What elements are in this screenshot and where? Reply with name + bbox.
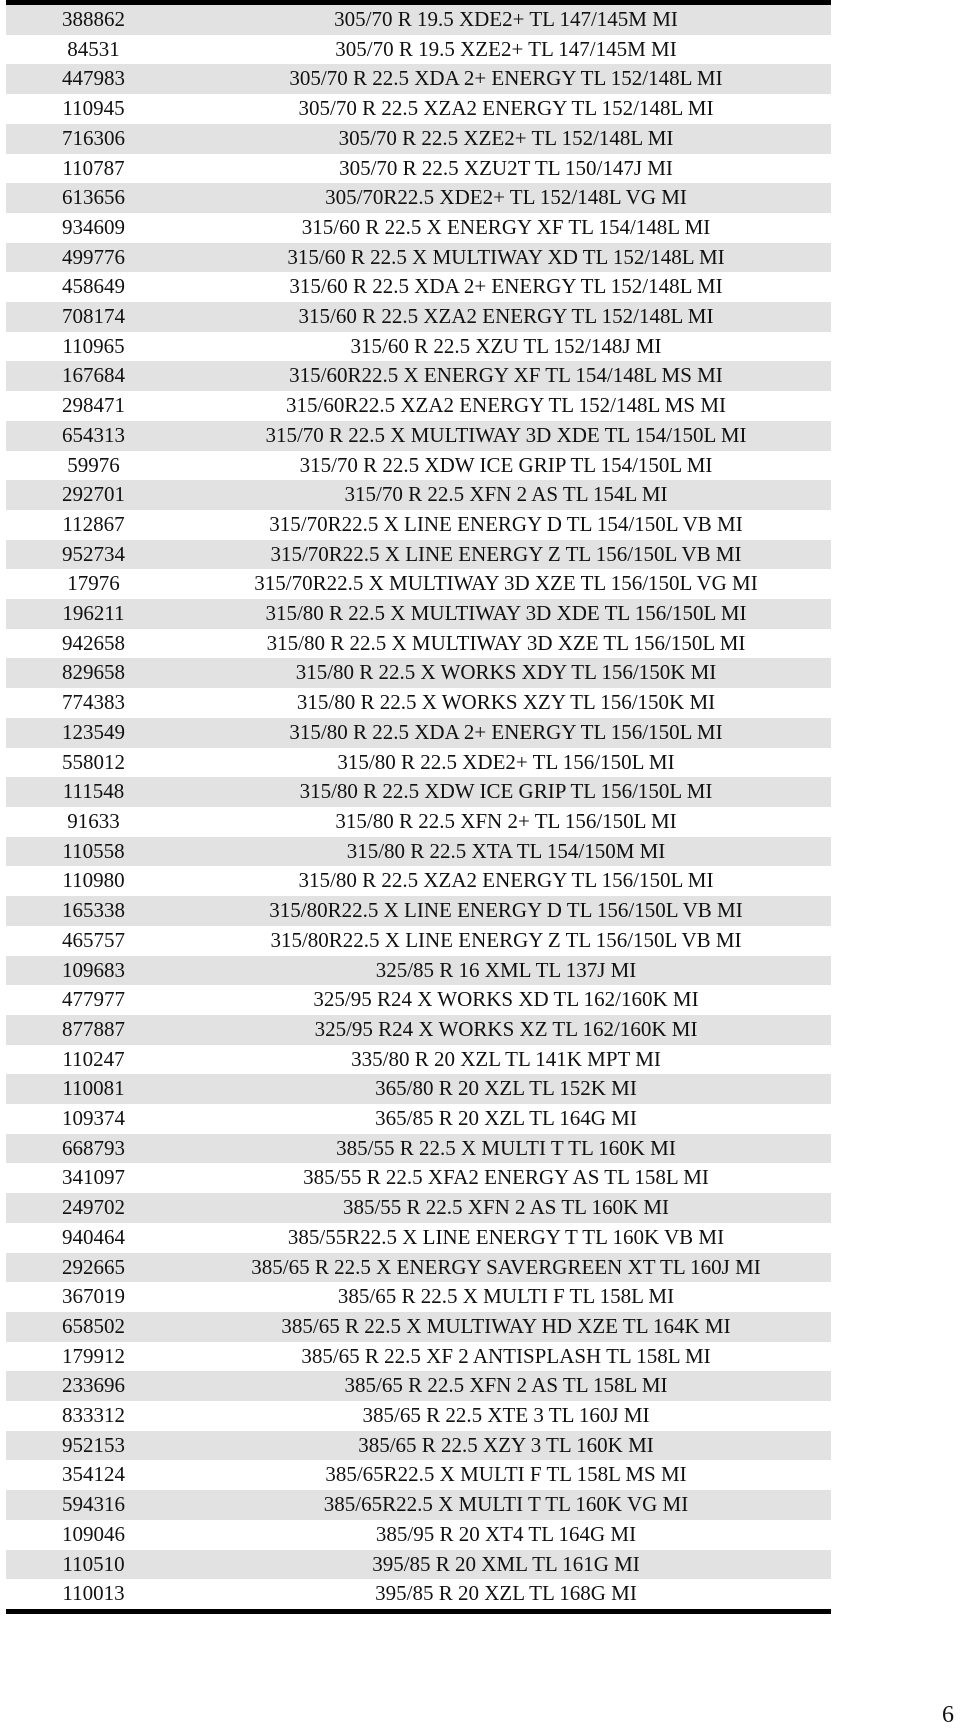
tire-description-cell: 385/95 R 20 XT4 TL 164G MI [181,1520,831,1550]
table-row [6,1520,831,1550]
product-code-cell: 110787 [6,154,181,184]
product-code-cell: 110081 [6,1074,181,1104]
product-code-cell: 17976 [6,569,181,599]
product-code-cell: 477977 [6,985,181,1015]
tire-description-cell: 385/55 R 22.5 XFN 2 AS TL 160K MI [181,1193,831,1223]
product-code-cell: 110013 [6,1579,181,1611]
tire-description-cell: 385/65 R 22.5 X ENERGY SAVERGREEN XT TL 160J MI [181,1253,831,1283]
product-code-cell: 942658 [6,629,181,659]
table-row [6,718,831,748]
tire-description-cell: 305/70 R 22.5 XDA 2+ ENERGY TL 152/148L MI [181,64,831,94]
table-row [6,1223,831,1253]
product-code-cell: 123549 [6,718,181,748]
table-row [6,540,831,570]
table-row [6,599,831,629]
product-code-cell: 367019 [6,1282,181,1312]
tire-description-cell: 315/80 R 22.5 XZA2 ENERGY TL 156/150L MI [181,866,831,896]
product-code-cell: 952734 [6,540,181,570]
tire-description-cell: 395/85 R 20 XZL TL 168G MI [181,1579,831,1611]
product-code-cell: 716306 [6,124,181,154]
tire-description-cell: 305/70 R 19.5 XDE2+ TL 147/145M MI [181,3,831,35]
tire-description-cell: 365/85 R 20 XZL TL 164G MI [181,1104,831,1134]
table-row [6,1579,831,1611]
product-code-cell: 594316 [6,1490,181,1520]
table-row [6,1134,831,1164]
product-code-cell: 829658 [6,658,181,688]
tire-description-cell: 305/70 R 22.5 XZU2T TL 150/147J MI [181,154,831,184]
tire-description-cell: 315/80 R 22.5 XDW ICE GRIP TL 156/150L MI [181,777,831,807]
table-row [6,1045,831,1075]
table-row [6,35,831,65]
table-row [6,332,831,362]
table-row [6,837,831,867]
table-row [6,1312,831,1342]
tire-description-cell: 325/85 R 16 XML TL 137J MI [181,956,831,986]
table-row [6,480,831,510]
product-code-cell: 110558 [6,837,181,867]
product-code-cell: 292701 [6,480,181,510]
tire-description-cell: 385/65 R 22.5 XF 2 ANTISPLASH TL 158L MI [181,1342,831,1372]
product-code-cell: 111548 [6,777,181,807]
table-row [6,1104,831,1134]
tire-description-cell: 315/80 R 22.5 XFN 2+ TL 156/150L MI [181,807,831,837]
tire-description-cell: 305/70 R 22.5 XZA2 ENERGY TL 152/148L MI [181,94,831,124]
product-code-cell: 196211 [6,599,181,629]
table-row [6,1342,831,1372]
tire-description-cell: 315/80R22.5 X LINE ENERGY Z TL 156/150L VB MI [181,926,831,956]
product-code-cell: 877887 [6,1015,181,1045]
table-row [6,658,831,688]
product-code-cell: 613656 [6,183,181,213]
tire-description-cell: 315/80 R 22.5 X MULTIWAY 3D XDE TL 156/150L MI [181,599,831,629]
table-row [6,807,831,837]
table-row [6,688,831,718]
product-code-cell: 109683 [6,956,181,986]
tire-description-cell: 325/95 R24 X WORKS XZ TL 162/160K MI [181,1015,831,1045]
tire-description-cell: 315/80 R 22.5 X WORKS XDY TL 156/150K MI [181,658,831,688]
table-row [6,896,831,926]
table-row [6,213,831,243]
tire-description-cell: 365/80 R 20 XZL TL 152K MI [181,1074,831,1104]
tire-description-cell: 385/55 R 22.5 X MULTI T TL 160K MI [181,1134,831,1164]
table-row [6,777,831,807]
product-code-cell: 934609 [6,213,181,243]
product-code-cell: 388862 [6,3,181,35]
product-code-cell: 110965 [6,332,181,362]
table-row [6,183,831,213]
table-row [6,1460,831,1490]
table-row [6,1193,831,1223]
product-code-cell: 110980 [6,866,181,896]
tire-description-cell: 385/65 R 22.5 XTE 3 TL 160J MI [181,1401,831,1431]
table-row [6,154,831,184]
tire-description-cell: 315/80 R 22.5 X MULTIWAY 3D XZE TL 156/150L MI [181,629,831,659]
product-code-cell: 940464 [6,1223,181,1253]
tire-description-cell: 335/80 R 20 XZL TL 141K MPT MI [181,1045,831,1075]
product-code-cell: 558012 [6,748,181,778]
tire-description-cell: 395/85 R 20 XML TL 161G MI [181,1550,831,1580]
table-row [6,748,831,778]
table-row [6,1253,831,1283]
table-row [6,1282,831,1312]
table-row [6,451,831,481]
tire-description-cell: 315/60 R 22.5 X ENERGY XF TL 154/148L MI [181,213,831,243]
table-row [6,866,831,896]
table-row [6,1015,831,1045]
table-row [6,926,831,956]
tire-description-cell: 385/65 R 22.5 XZY 3 TL 160K MI [181,1431,831,1461]
product-code-cell: 499776 [6,243,181,273]
tire-description-cell: 385/55R22.5 X LINE ENERGY T TL 160K VB MI [181,1223,831,1253]
product-code-cell: 167684 [6,361,181,391]
table-row [6,1074,831,1104]
product-code-cell: 708174 [6,302,181,332]
table-row [6,1401,831,1431]
table-row [6,94,831,124]
tire-description-cell: 315/70R22.5 X LINE ENERGY Z TL 156/150L VB MI [181,540,831,570]
table-row [6,510,831,540]
table-row [6,391,831,421]
tire-description-cell: 315/70R22.5 X LINE ENERGY D TL 154/150L VB MI [181,510,831,540]
tire-description-cell: 315/60 R 22.5 XZA2 ENERGY TL 152/148L MI [181,302,831,332]
product-code-cell: 165338 [6,896,181,926]
tire-description-cell: 315/80 R 22.5 XDA 2+ ENERGY TL 156/150L MI [181,718,831,748]
tire-description-cell: 385/55 R 22.5 XFA2 ENERGY AS TL 158L MI [181,1163,831,1193]
table-row [6,3,831,35]
tire-description-cell: 385/65R22.5 X MULTI T TL 160K VG MI [181,1490,831,1520]
tire-list-body [6,3,831,1612]
tire-list-table [6,0,831,1614]
product-code-cell: 658502 [6,1312,181,1342]
product-code-cell: 465757 [6,926,181,956]
table-row [6,302,831,332]
table-row [6,985,831,1015]
table-row [6,1490,831,1520]
product-code-cell: 112867 [6,510,181,540]
tire-description-cell: 315/60R22.5 XZA2 ENERGY TL 152/148L MS MI [181,391,831,421]
tire-description-cell: 305/70 R 19.5 XZE2+ TL 147/145M MI [181,35,831,65]
product-code-cell: 233696 [6,1371,181,1401]
table-row [6,1163,831,1193]
tire-description-cell: 315/70 R 22.5 XFN 2 AS TL 154L MI [181,480,831,510]
page-number: 6 [942,1702,954,1728]
table-row [6,421,831,451]
product-code-cell: 109046 [6,1520,181,1550]
product-code-cell: 110247 [6,1045,181,1075]
tire-description-cell: 315/60 R 22.5 XDA 2+ ENERGY TL 152/148L MI [181,272,831,302]
tire-description-cell: 315/80R22.5 X LINE ENERGY D TL 156/150L VB MI [181,896,831,926]
product-code-cell: 833312 [6,1401,181,1431]
product-code-cell: 292665 [6,1253,181,1283]
product-code-cell: 59976 [6,451,181,481]
table-row [6,272,831,302]
tire-description-cell: 325/95 R24 X WORKS XD TL 162/160K MI [181,985,831,1015]
table-row [6,64,831,94]
product-code-cell: 774383 [6,688,181,718]
table-row [6,569,831,599]
table-row [6,124,831,154]
tire-description-cell: 315/60R22.5 X ENERGY XF TL 154/148L MS MI [181,361,831,391]
product-code-cell: 298471 [6,391,181,421]
table-row [6,956,831,986]
tire-description-cell: 315/60 R 22.5 X MULTIWAY XD TL 152/148L MI [181,243,831,273]
product-code-cell: 91633 [6,807,181,837]
product-code-cell: 109374 [6,1104,181,1134]
tire-description-cell: 385/65R22.5 X MULTI F TL 158L MS MI [181,1460,831,1490]
product-code-cell: 458649 [6,272,181,302]
tire-description-cell: 305/70R22.5 XDE2+ TL 152/148L VG MI [181,183,831,213]
product-code-cell: 654313 [6,421,181,451]
table-row [6,629,831,659]
table-row [6,243,831,273]
tire-description-cell: 315/80 R 22.5 XDE2+ TL 156/150L MI [181,748,831,778]
table-row [6,1371,831,1401]
product-code-cell: 668793 [6,1134,181,1164]
product-code-cell: 249702 [6,1193,181,1223]
tire-description-cell: 315/70 R 22.5 XDW ICE GRIP TL 154/150L MI [181,451,831,481]
product-code-cell: 354124 [6,1460,181,1490]
product-code-cell: 341097 [6,1163,181,1193]
tire-description-cell: 315/60 R 22.5 XZU TL 152/148J MI [181,332,831,362]
product-code-cell: 179912 [6,1342,181,1372]
tire-description-cell: 315/80 R 22.5 XTA TL 154/150M MI [181,837,831,867]
tire-description-cell: 315/80 R 22.5 X WORKS XZY TL 156/150K MI [181,688,831,718]
product-code-cell: 952153 [6,1431,181,1461]
tire-description-cell: 305/70 R 22.5 XZE2+ TL 152/148L MI [181,124,831,154]
product-code-cell: 110945 [6,94,181,124]
tire-description-cell: 315/70R22.5 X MULTIWAY 3D XZE TL 156/150L VG MI [181,569,831,599]
tire-description-cell: 385/65 R 22.5 XFN 2 AS TL 158L MI [181,1371,831,1401]
table-row [6,1550,831,1580]
product-code-cell: 110510 [6,1550,181,1580]
table-row [6,1431,831,1461]
tire-description-cell: 315/70 R 22.5 X MULTIWAY 3D XDE TL 154/150L MI [181,421,831,451]
product-code-cell: 447983 [6,64,181,94]
tire-description-cell: 385/65 R 22.5 X MULTIWAY HD XZE TL 164K MI [181,1312,831,1342]
product-code-cell: 84531 [6,35,181,65]
tire-description-cell: 385/65 R 22.5 X MULTI F TL 158L MI [181,1282,831,1312]
table-row [6,361,831,391]
